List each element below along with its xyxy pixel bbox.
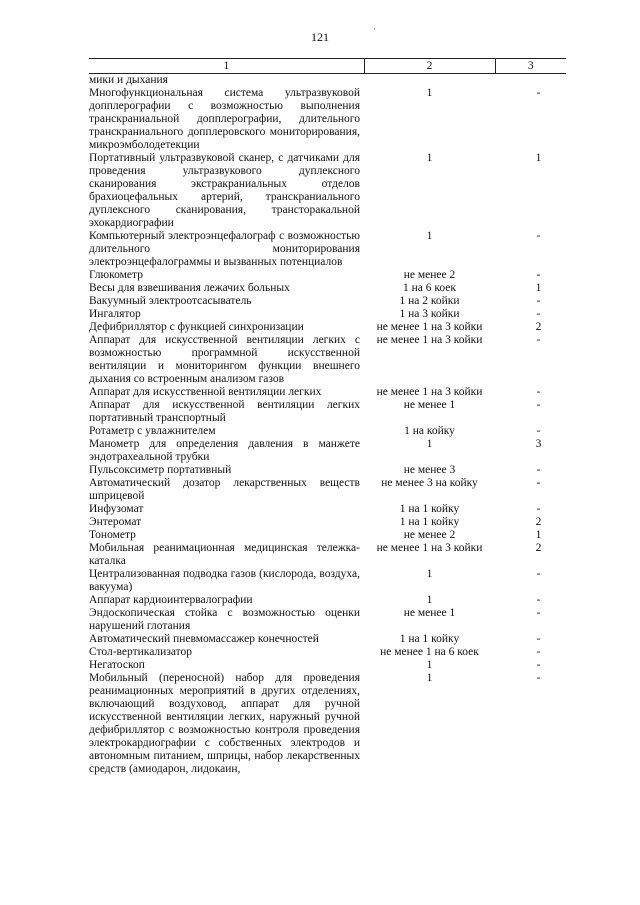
equipment-name-cell: Эндоскопическая стойка с возможностью оценки нарушений глотания bbox=[89, 607, 360, 632]
count-cell: 2 bbox=[535, 321, 542, 333]
table-row bbox=[89, 633, 566, 646]
equipment-name-cell: Стол-вертикализатор bbox=[89, 646, 193, 658]
count-cell: - bbox=[536, 659, 541, 671]
table-row bbox=[89, 607, 566, 633]
equipment-name-cell: Мобильный (переносной) набор для проведения реанимационных мероприятий в других отделениях, включающий воздуховод, аппарат для ручной искусственной вентиляции легких, наружный ручной дефибриллятор с возможностью контроля проведения электрокардиографии с собственных электродов и автономным питанием, шприцы, набор лекарственных средств (амиодарон, лидокаин, bbox=[89, 672, 360, 775]
quantity-cell: не менее 1 bbox=[403, 607, 456, 619]
table-row bbox=[89, 568, 566, 594]
equipment-name-cell: Весы для взвешивания лежачих больных bbox=[89, 282, 290, 294]
quantity-cell: не менее 1 bbox=[403, 399, 456, 411]
quantity-cell: 1 на 1 койку bbox=[399, 503, 460, 515]
count-cell: - bbox=[536, 87, 541, 99]
count-cell: - bbox=[536, 269, 541, 281]
quantity-cell: 1 на 6 коек bbox=[403, 282, 456, 294]
table-row bbox=[89, 503, 566, 516]
equipment-name-cell: Аппарат кардиоинтервалографии bbox=[89, 594, 253, 606]
equipment-name-cell: Энтеромат bbox=[89, 516, 142, 528]
quantity-cell: не менее 3 на койку bbox=[381, 477, 478, 489]
count-cell: - bbox=[536, 230, 541, 242]
quantity-cell: не менее 2 bbox=[403, 529, 456, 541]
quantity-cell: 1 bbox=[426, 659, 433, 671]
equipment-name-cell: Мобильная реанимационная медицинская тележка-каталка bbox=[89, 542, 360, 567]
table-row bbox=[89, 516, 566, 529]
equipment-name-cell: Манометр для определения давления в манжете эндотрахеальной трубки bbox=[89, 438, 360, 463]
count-cell: - bbox=[536, 633, 541, 645]
quantity-cell: не менее 1 на 3 койки bbox=[376, 321, 483, 333]
table-row bbox=[89, 659, 566, 672]
equipment-name-cell: Компьютерный электроэнцефалограф с возможностью длительного мониторирования электроэнцефалограммы и вызванных потенциалов bbox=[89, 230, 360, 268]
equipment-name-cell: Глюкометр bbox=[89, 269, 143, 281]
count-cell: - bbox=[536, 503, 541, 515]
equipment-name-cell: мики и дыхания bbox=[89, 74, 168, 86]
equipment-name-cell: Дефибриллятор с функцией синхронизации bbox=[89, 321, 304, 333]
count-cell: - bbox=[536, 594, 541, 606]
equipment-name-cell: Негатоскоп bbox=[89, 659, 145, 671]
equipment-name-cell: Портативный ультразвуковой сканер, с датчиками для проведения ультразвукового дуплексного сканирования экстракраниальных отделов брахиоцефальных артерий, транскраниального дуплексного сканирования, трансторакальной эхокардиографии bbox=[89, 152, 360, 229]
table-row bbox=[89, 386, 566, 399]
table-row bbox=[89, 295, 566, 308]
count-cell: 1 bbox=[535, 152, 542, 164]
equipment-name-cell: Централизованная подводка газов (кислорода, воздуха, вакуума) bbox=[89, 568, 360, 593]
quantity-cell: 1 bbox=[426, 672, 433, 684]
equipment-name-cell: Вакуумный электроотсасыватель bbox=[89, 295, 252, 307]
equipment-name-cell: Многофункциональная система ультразвуковой допплерографии с возможностью выполнения транскраниальной допплерографии, длительного транскраниального допплеровского мониторирования, микроэмболодетекции bbox=[89, 87, 360, 151]
count-cell: - bbox=[536, 399, 541, 411]
count-cell: - bbox=[536, 477, 541, 489]
equipment-name-cell: Аппарат для искусственной вентиляции легких с возможностью программной искусственной вентиляции и мониторингом функции внешнего дыхания со встроенным анализом газов bbox=[89, 334, 360, 385]
table-row bbox=[89, 321, 566, 334]
count-cell: - bbox=[536, 295, 541, 307]
quantity-cell bbox=[364, 74, 495, 88]
quantity-cell: 1 bbox=[426, 568, 433, 580]
count-cell: - bbox=[536, 607, 541, 619]
count-cell: - bbox=[536, 568, 541, 580]
table-row bbox=[89, 594, 566, 607]
count-cell: 1 bbox=[535, 282, 542, 294]
header-col-3: 3 bbox=[495, 59, 566, 74]
scan-mark: · bbox=[373, 24, 376, 34]
quantity-cell: 1 bbox=[426, 152, 433, 164]
header-col-1: 1 bbox=[89, 59, 364, 74]
table-row bbox=[89, 308, 566, 321]
equipment-name-cell: Пульсоксиметр портативный bbox=[89, 464, 232, 476]
table-row bbox=[89, 334, 566, 386]
equipment-name-cell: Автоматический пневмомассажер конечностей bbox=[89, 633, 319, 645]
quantity-cell: 1 на 1 койку bbox=[399, 516, 460, 528]
equipment-name-cell: Аппарат для искусственной вентиляции легких bbox=[89, 386, 322, 398]
count-cell: - bbox=[536, 464, 541, 476]
quantity-cell: 1 на койку bbox=[404, 425, 455, 437]
table-row bbox=[89, 672, 566, 776]
quantity-cell: не менее 1 на 6 коек bbox=[380, 646, 479, 658]
quantity-cell: 1 bbox=[426, 87, 433, 99]
count-cell: - bbox=[536, 646, 541, 658]
table-row bbox=[89, 230, 566, 269]
quantity-cell: 1 bbox=[426, 230, 433, 242]
table-row bbox=[89, 477, 566, 503]
quantity-cell: не менее 2 bbox=[403, 269, 456, 281]
equipment-name-cell: Инфузомат bbox=[89, 503, 144, 515]
quantity-cell: 1 bbox=[426, 594, 433, 606]
equipment-name-cell: Тонометр bbox=[89, 529, 136, 541]
table-row bbox=[89, 464, 566, 477]
table-row bbox=[89, 269, 566, 282]
table-row bbox=[89, 425, 566, 438]
count-cell: 3 bbox=[535, 438, 542, 450]
count-cell: 1 bbox=[535, 529, 542, 541]
quantity-cell: не менее 1 на 3 койки bbox=[376, 334, 483, 346]
equipment-table bbox=[89, 58, 566, 776]
quantity-cell: 1 bbox=[426, 438, 433, 450]
table-row bbox=[89, 399, 566, 425]
count-cell: - bbox=[536, 334, 541, 346]
table-row bbox=[89, 542, 566, 568]
table-row bbox=[89, 282, 566, 295]
quantity-cell: 1 на 1 койку bbox=[399, 633, 460, 645]
count-cell: - bbox=[536, 386, 541, 398]
table-row bbox=[89, 529, 566, 542]
quantity-cell: не менее 1 на 3 койки bbox=[376, 386, 483, 398]
count-cell: - bbox=[536, 425, 541, 437]
equipment-name-cell: Ротаметр с увлажнителем bbox=[89, 425, 216, 437]
quantity-cell: не менее 1 на 3 койки bbox=[376, 542, 483, 554]
table-row bbox=[89, 87, 566, 152]
count-cell: 2 bbox=[535, 542, 542, 554]
table-body bbox=[89, 74, 566, 777]
count-cell: 2 bbox=[535, 516, 542, 528]
quantity-cell: 1 на 2 койки bbox=[399, 295, 460, 307]
quantity-cell: 1 на 3 койки bbox=[399, 308, 460, 320]
page-number: 121 bbox=[311, 30, 329, 44]
count-cell bbox=[495, 74, 566, 88]
header-col-2: 2 bbox=[364, 59, 495, 74]
table-row bbox=[89, 152, 566, 230]
quantity-cell: не менее 3 bbox=[403, 464, 456, 476]
table-row bbox=[89, 646, 566, 659]
equipment-name-cell: Ингалятор bbox=[89, 308, 141, 320]
equipment-name-cell: Автоматический дозатор лекарственных веществ шприцевой bbox=[89, 477, 360, 502]
table-header-row bbox=[89, 59, 566, 74]
table-row bbox=[89, 74, 566, 88]
equipment-name-cell: Аппарат для искусственной вентиляции легких портативный транспортный bbox=[89, 399, 360, 424]
count-cell: - bbox=[536, 308, 541, 320]
table-row bbox=[89, 438, 566, 464]
count-cell: - bbox=[536, 672, 541, 684]
